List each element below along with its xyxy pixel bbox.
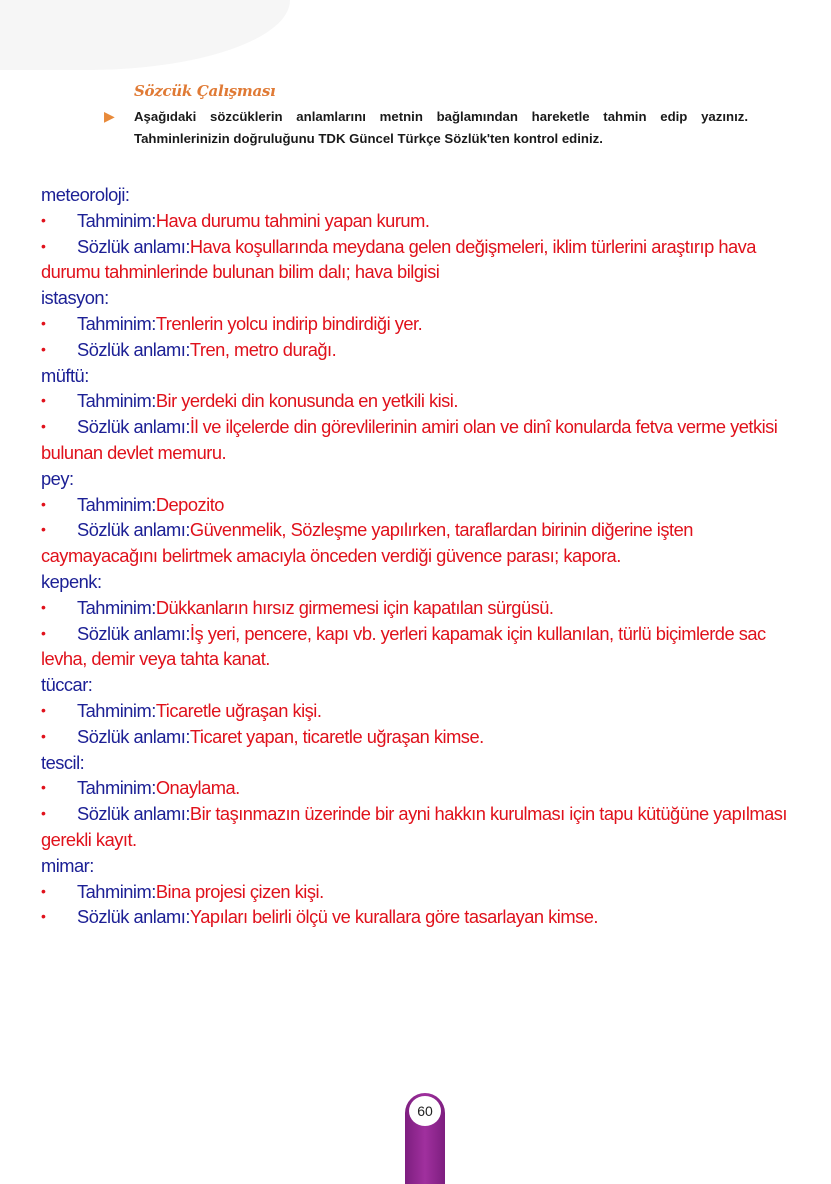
dictionary-row [41,801,811,853]
bullet-icon: • [41,882,46,899]
guess-row [41,208,811,234]
guess-row [41,879,811,905]
bullet-icon: • [41,418,46,435]
bullet-icon: • [41,727,46,744]
guess-label: Tahminim: [77,699,156,721]
bullet-icon: • [41,598,46,615]
guess-text: Bina projesi çizen kişi. [155,880,324,902]
dictionary-row [41,337,811,363]
dictionary-label: Sözlük anlamı: [77,803,190,825]
guess-row [41,698,811,724]
bullet-icon: • [41,805,46,822]
entry-word: tescil: [41,751,85,773]
entry-word: kepenk: [41,570,102,592]
page-number: 60 [409,1096,441,1126]
dictionary-text: İl ve ilçelerde din görevlilerinin amiri olan ve dinî konularda fetva verme yetkisi bulunan devlet memuru. [41,416,778,463]
bullet-icon: • [41,495,46,512]
guess-label: Tahminim: [77,777,156,799]
guess-row [41,775,811,801]
guess-label: Tahminim: [77,880,156,902]
bullet-icon: • [41,392,46,409]
dictionary-row [41,414,811,466]
guess-text: Trenlerin yolcu indirip bindirdiği yer. [155,312,423,334]
bullet-icon: • [41,779,46,796]
guess-label: Tahminim: [77,312,156,334]
bullet-icon: • [41,521,46,538]
guess-row [41,492,811,518]
guess-text: Hava durumu tahmini yapan kurum. [155,209,430,231]
entry-word: meteoroloji: [41,184,130,205]
guess-label: Tahminim: [77,209,156,231]
guess-label: Tahminim: [77,596,156,618]
guess-label: Tahminim: [77,390,156,412]
bullet-icon: • [41,908,46,925]
bullet-icon: • [41,624,46,641]
guess-text: Onaylama. [155,777,240,799]
dictionary-text: Tren, metro durağı. [189,338,337,360]
instruction-text: Aşağıdaki sözcüklerin anlamlarını metnin bağlamından hareketle tahmin edip yazınız. Tahminlerinizin doğruluğunu TDK Güncel Türkçe Sözlük'ten kontrol ediniz. [134,109,748,146]
page-corner-decoration [0,0,290,70]
section-title: Sözcük Çalışması [134,82,276,100]
arrow-icon: ▶ [104,108,115,124]
bullet-icon: • [41,237,46,254]
dictionary-label: Sözlük anlamı: [77,235,190,257]
guess-text: Dükkanların hırsız girmemesi için kapatılan sürgüsü. [155,596,554,618]
guess-label: Tahminim: [77,493,156,515]
dictionary-text: Güvenmelik, Sözleşme yapılırken, taraflardan birinin diğerine işten caymayacağını belirtmek amacıyla önceden verdiği güvence parası; kapora. [41,519,693,567]
guess-row [41,311,811,337]
dictionary-label: Sözlük anlamı: [77,338,190,360]
dictionary-row [41,724,811,750]
bullet-icon: • [41,340,46,357]
dictionary-label: Sözlük anlamı: [77,906,190,928]
entry-word: istasyon: [41,287,109,309]
entry-word: müftü: [41,364,89,386]
dictionary-row [41,621,811,673]
word-study-list [41,182,811,930]
bullet-icon: • [41,211,46,228]
bullet-icon: • [41,701,46,718]
dictionary-text: Yapıları belirli ölçü ve kurallara göre tasarlayan kimse. [189,906,598,928]
dictionary-row [41,517,811,569]
dictionary-text: Ticaret yapan, ticaretle uğraşan kimse. [189,725,484,747]
dictionary-label: Sözlük anlamı: [77,416,190,438]
dictionary-label: Sözlük anlamı: [77,622,190,644]
dictionary-label: Sözlük anlamı: [77,519,190,541]
guess-row [41,595,811,621]
dictionary-row [41,234,811,286]
entry-word: mimar: [41,854,94,876]
guess-text: Bir yerdeki din konusunda en yetkili kisi. [155,390,458,412]
guess-row [41,388,811,414]
guess-text: Ticaretle uğraşan kişi. [155,699,322,721]
entry-word: pey: [41,467,74,489]
guess-text: Depozito [155,493,224,515]
entry-word: tüccar: [41,674,93,696]
dictionary-text: Hava koşullarında meydana gelen değişmeleri, iklim türlerini araştırıp hava durumu tahminlerinde bulunan bilim dalı; hava bilgisi [41,235,756,283]
dictionary-text: Bir taşınmazın üzerinde bir ayni hakkın kurulması için tapu kütüğüne yapılması gerekli kayıt. [41,803,788,850]
bullet-icon: • [41,314,46,331]
dictionary-row [41,904,811,930]
dictionary-label: Sözlük anlamı: [77,725,190,747]
dictionary-text: İş yeri, pencere, kapı vb. yerleri kapamak için kullanılan, türlü biçimlerde sac levha, demir veya tahta kanat. [41,622,766,670]
